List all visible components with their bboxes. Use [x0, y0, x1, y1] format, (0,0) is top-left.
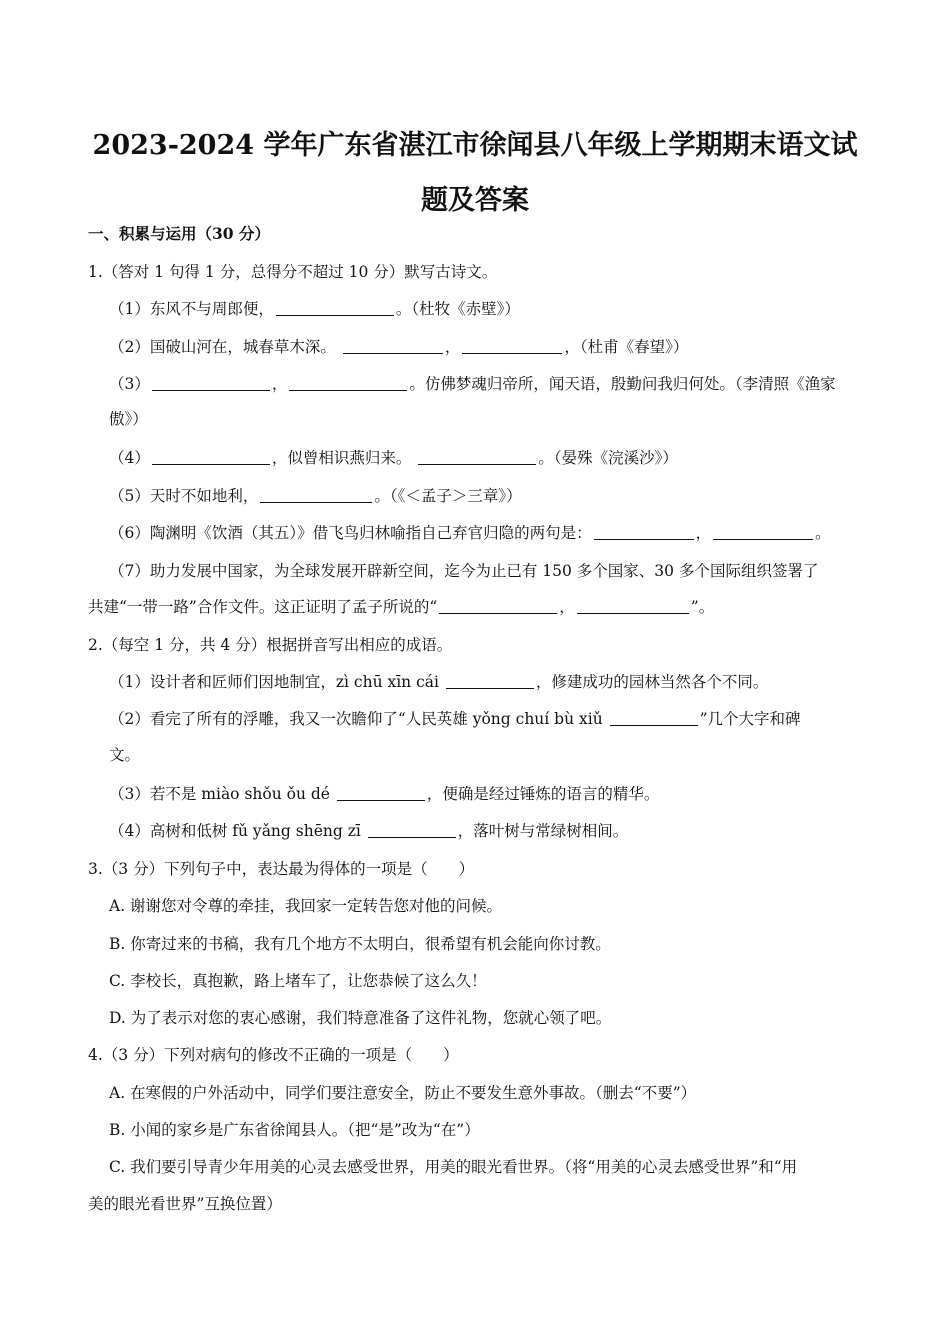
answer-blank	[594, 523, 694, 540]
question-4-option-c-cont: 美的眼光看世界”互换位置）	[88, 1195, 282, 1213]
question-1-item-3-cont: 傲》）	[109, 410, 148, 428]
question-1-stem: 1.（答对 1 句得 1 分，总得分不超过 10 分）默写古诗文。	[88, 263, 498, 281]
question-3-option-b: B. 你寄过来的书稿，我有几个地方不太明白，很希望有机会能向你讨教。	[109, 935, 611, 953]
question-4-stem: 4.（3 分）下列对病句的修改不正确的一项是（ ）	[88, 1046, 459, 1064]
question-1-item-6	[109, 521, 831, 545]
answer-blank	[368, 821, 456, 838]
item-text: （3）	[109, 375, 150, 393]
question-1-item-7-cont	[88, 595, 714, 619]
answer-blank	[418, 448, 536, 465]
answer-blank	[343, 337, 443, 354]
answer-blank	[152, 448, 270, 465]
item-text: ，	[444, 338, 461, 356]
item-text: 。（《＜孟子＞三章》）	[374, 487, 522, 505]
question-4-option-b: B. 小闻的家乡是广东省徐闻县人。（把“是”改为“在”）	[109, 1121, 480, 1139]
answer-blank	[462, 337, 562, 354]
item-text: （2）看完了所有的浮雕，我又一次瞻仰了“人民英雄 yǒng chuí bù xiǔ	[109, 710, 603, 728]
question-1-item-7: （7）助力发展中国家，为全球发展开辟新空间，迄今为止已有 150 多个国家、30 多个国际组织签署了	[109, 562, 819, 580]
item-text: （6）陶渊明《饮酒（其五）》借飞鸟归林喻指自己弃官归隐的两句是：	[109, 524, 592, 542]
question-1-item-3	[109, 372, 836, 396]
section-heading: 一、积累与运用（30 分）	[88, 224, 270, 243]
question-3-option-d: D. 为了表示对您的衷心感谢，我们特意准备了这件礼物，您就心领了吧。	[109, 1009, 612, 1027]
item-text: （1）东风不与周郎便，	[109, 300, 274, 318]
item-text: ”。	[690, 598, 715, 616]
answer-blank	[610, 709, 698, 726]
item-text: ，落叶树与常绿树相间。	[457, 822, 629, 840]
answer-blank	[152, 374, 270, 391]
question-1-item-1	[109, 297, 520, 321]
item-text: ，便确是经过锤炼的语言的精华。	[426, 785, 660, 803]
question-4-option-a: A. 在寒假的户外活动中，同学们要注意安全，防止不要发生意外事故。（删去“不要”）	[109, 1084, 697, 1102]
answer-blank	[289, 374, 407, 391]
answer-blank	[446, 672, 534, 689]
answer-blank	[713, 523, 813, 540]
question-4-option-c: C. 我们要引导青少年用美的心灵去感受世界，用美的眼光看世界。（将“用美的心灵去感受世界”和“用	[109, 1158, 798, 1176]
item-text: 共建“一带一路”合作文件。这正证明了孟子所说的“	[88, 598, 438, 616]
question-3-stem: 3.（3 分）下列句子中，表达最为得体的一项是（ ）	[88, 860, 475, 878]
question-2-item-1	[109, 670, 768, 694]
item-text: 。（杜牧《赤壁》）	[395, 300, 520, 318]
item-text: （3）若不是 miào shǒu ǒu dé	[109, 785, 330, 803]
answer-blank	[337, 784, 425, 801]
question-1-item-4	[109, 446, 678, 470]
item-text: 。仿佛梦魂归帝所，闻天语，殷勤问我归何处。（李清照《渔家	[409, 375, 836, 393]
item-text: ，	[695, 524, 712, 542]
item-text: ，（杜甫《春望》）	[564, 338, 689, 356]
item-text: 。	[815, 524, 831, 542]
item-text: （4）高树和低树 fǔ yǎng shēng zī	[109, 822, 361, 840]
item-text: ”几个大字和碑	[699, 710, 801, 728]
item-text: （5）天时不如地利，	[109, 487, 259, 505]
item-text: ，	[559, 598, 575, 616]
item-text: （4）	[109, 449, 150, 467]
answer-blank	[276, 299, 394, 316]
page-title: 2023-2024 学年广东省湛江市徐闻县八年级上学期期末语文试题及答案	[92, 130, 858, 216]
item-text: ，似曾相识燕归来。	[271, 449, 412, 467]
answer-blank	[260, 486, 372, 503]
item-text: ，修建成功的园林当然各个不同。	[535, 673, 769, 691]
item-text: ，	[271, 375, 288, 393]
question-1-item-2	[109, 335, 688, 359]
item-text: 。（晏殊《浣溪沙》）	[538, 449, 678, 467]
question-2-item-4	[109, 819, 628, 843]
question-2-item-2-cont: 文。	[109, 746, 141, 764]
question-3-option-a: A. 谢谢您对令尊的牵挂，我回家一定转告您对他的问候。	[109, 897, 503, 915]
item-text: （1）设计者和匠师们因地制宜，zì chū xīn cái	[109, 673, 439, 691]
item-text: （2）国破山河在，城春草木深。	[109, 338, 336, 356]
question-1-item-5	[109, 484, 522, 508]
answer-blank	[439, 597, 557, 614]
question-3-option-c: C. 李校长，真抱歉，路上堵车了，让您恭候了这么久！	[109, 972, 487, 990]
question-2-item-3	[109, 782, 659, 806]
answer-blank	[577, 597, 689, 614]
question-2-item-2	[109, 707, 801, 731]
question-2-stem: 2.（每空 1 分，共 4 分）根据拼音写出相应的成语。	[88, 636, 453, 654]
